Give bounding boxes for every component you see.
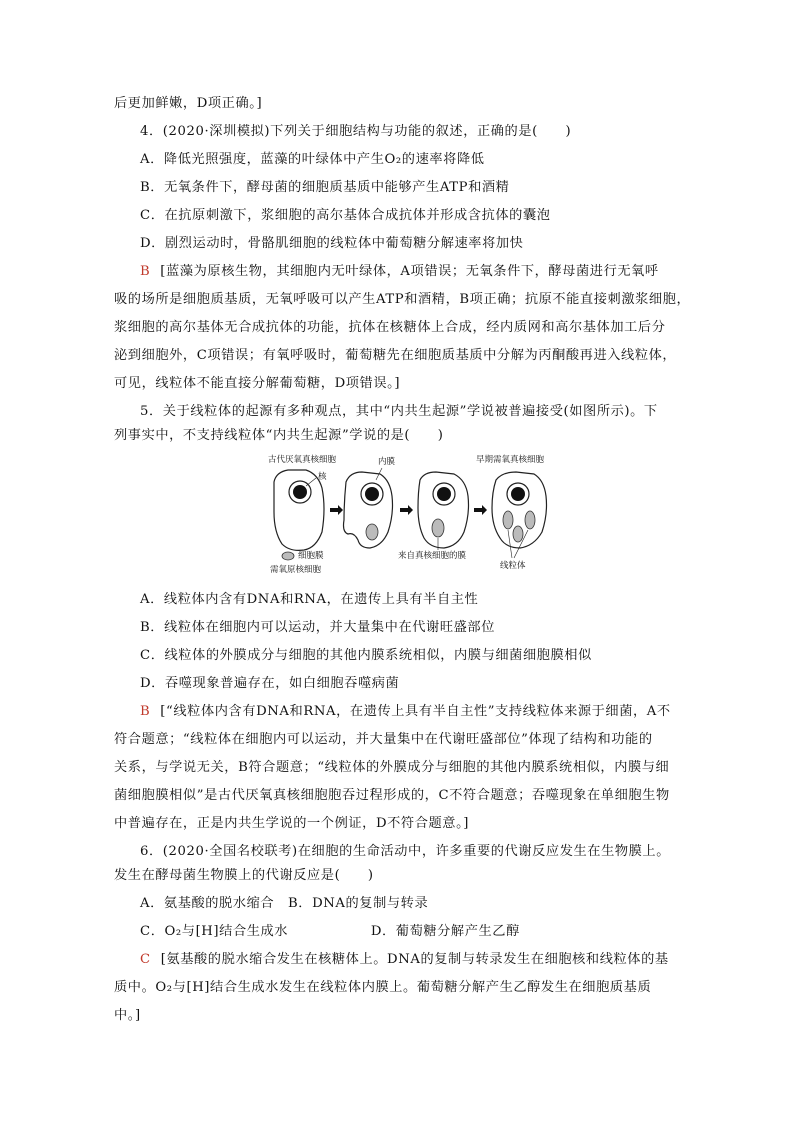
figure-label: 细胞膜 <box>298 551 324 561</box>
option-ab: A．氨基酸的脱水缩合 B．DNA的复制与转录 <box>140 896 429 911</box>
explanation-text: 中。] <box>114 1008 141 1023</box>
option-a: A．降低光照强度，蓝藻的叶绿体中产生O₂的速率将降低 <box>140 152 485 167</box>
answer-5-line <box>140 702 671 722</box>
explanation-text: [“线粒体内含有DNA和RNA，在遗传上具有半自主性”支持线粒体来源于细菌，A不 <box>160 704 671 719</box>
explanation-text: 符合题意；“线粒体在细胞内可以运动，并大量集中在代谢旺盛部位”体现了结构和功能的 <box>114 732 653 747</box>
option-a: A．线粒体内含有DNA和RNA，在遗传上具有半自主性 <box>140 592 479 607</box>
question-4-stem: 4．(2020·深圳模拟)下列关于细胞结构与功能的叙述，正确的是( ) <box>140 124 572 139</box>
figure-label: 早期需氧真核细胞 <box>476 455 545 465</box>
question-6-stem: 发生在酵母菌生物膜上的代谢反应是( ) <box>114 868 374 883</box>
endosymbiosis-diagram <box>264 452 554 578</box>
explanation-text: 菌细胞膜相似”是古代厌氧真核细胞胞吞过程形成的，C不符合题意；吞噬现象在单细胞生物 <box>114 788 670 803</box>
explanation-text: [氨基酸的脱水缩合发生在核糖体上。DNA的复制与转录发生在细胞核和线粒体的基 <box>160 952 669 967</box>
option-c: C．在抗原刺激下，浆细胞的高尔基体合成抗体并形成含抗体的囊泡 <box>140 208 551 223</box>
question-6-stem: 6．(2020·全国名校联考)在细胞的生命活动中，许多重要的代谢反应发生在生物膜上。 <box>140 844 671 859</box>
explanation-text: 吸的场所是细胞质基质，无氧呼吸可以产生ATP和酒精，B项正确；抗原不能直接刺激浆细胞， <box>114 292 691 307</box>
figure-label: 核 <box>318 472 327 482</box>
answer-6-line <box>140 950 669 970</box>
option-c: C．线粒体的外膜成分与细胞的其他内膜系统相似，内膜与细菌细胞膜相似 <box>140 648 592 663</box>
explanation-text: 可见，线粒体不能直接分解葡萄糖，D项错误。] <box>114 376 401 391</box>
answer-4-line <box>140 262 659 282</box>
explanation-text: 关系，与学说无关，B符合题意；“线粒体的外膜成分与细胞的其他内膜系统相似，内膜与细 <box>114 760 670 775</box>
figure-label: 内膜 <box>378 457 396 467</box>
option-b: B．线粒体在细胞内可以运动，并大量集中在代谢旺盛部位 <box>140 620 495 635</box>
answer-letter: B <box>140 704 151 719</box>
option-d: D．吞噬现象普遍存在，如白细胞吞噬病菌 <box>140 676 400 691</box>
figure-label: 古代厌氧真核细胞 <box>268 455 337 465</box>
figure-label: 线粒体 <box>500 561 526 571</box>
question-5-stem: 列事实中，不支持线粒体“内共生起源”学说的是( ) <box>114 428 444 443</box>
explanation-text: 质中。O₂与[H]结合生成水发生在线粒体内膜上。葡萄糖分解产生乙醇发生在细胞质基质 <box>114 980 652 995</box>
figure-label: 需氧原核细胞 <box>270 565 322 575</box>
answer-letter: C <box>140 952 151 967</box>
option-d: D．剧烈运动时，骨骼肌细胞的线粒体中葡萄糖分解速率将加快 <box>140 236 524 251</box>
figure-label: 来自真核细胞的膜 <box>398 551 467 561</box>
explanation-text: 浆细胞的高尔基体无合成抗体的功能，抗体在核糖体上合成，经内质网和高尔基体加工后分 <box>114 320 666 335</box>
explanation-text: [蓝藻为原核生物，其细胞内无叶绿体，A项错误；无氧条件下，酵母菌进行无氧呼 <box>160 264 659 279</box>
question-5-stem: 5．关于线粒体的起源有多种观点，其中“内共生起源”学说被普遍接受(如图所示)。下 <box>140 404 658 419</box>
explanation-text: 中普遍存在，正是内共生学说的一个例证，D不符合题意。] <box>114 816 470 831</box>
answer-letter: B <box>140 264 151 279</box>
text-line: 后更加鲜嫩，D项正确。] <box>114 96 263 111</box>
explanation-text: 泌到细胞外，C项错误；有氧呼吸时，葡萄糖先在细胞质基质中分解为丙酮酸再进入线粒体， <box>114 348 677 363</box>
option-b: B．无氧条件下，酵母菌的细胞质基质中能够产生ATP和酒精 <box>140 180 510 195</box>
option-cd: C．O₂与[H]结合生成水 D．葡萄糖分解产生乙醇 <box>140 924 520 939</box>
